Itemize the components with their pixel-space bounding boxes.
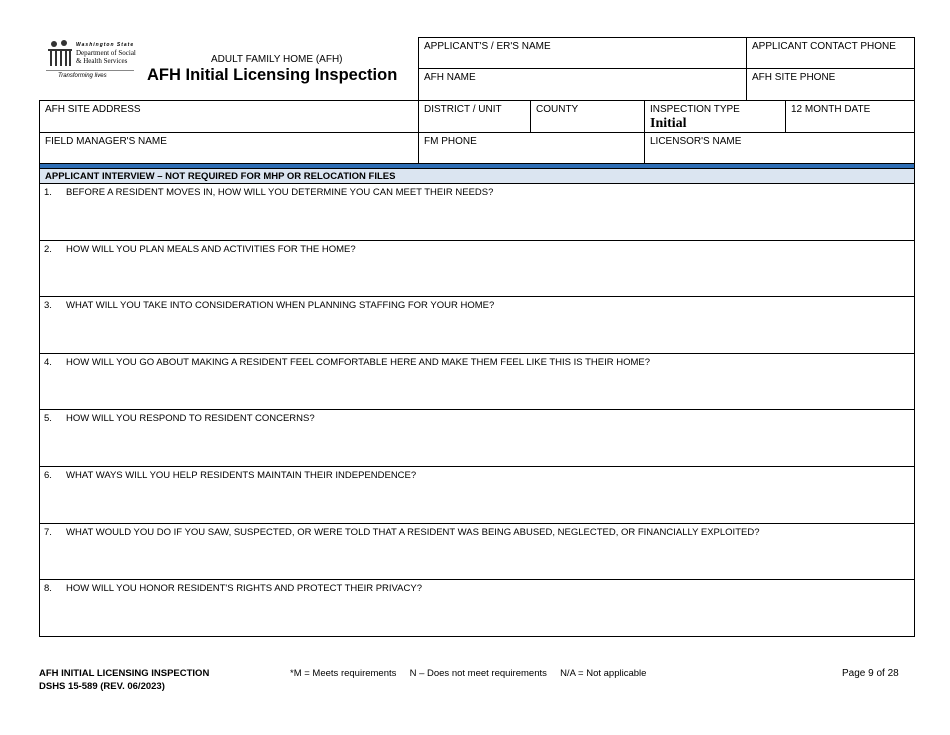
question-text: WHAT WILL YOU TAKE INTO CONSIDERATION WHEN PLANNING STAFFING FOR YOUR HOME? <box>66 300 495 312</box>
question-number: 5. <box>44 413 52 425</box>
logo-org-1: Department of Social <box>76 49 136 57</box>
question-row[interactable] <box>39 240 915 298</box>
question-row[interactable] <box>39 409 915 467</box>
question-row[interactable] <box>39 183 915 241</box>
licensor-name-field[interactable]: LICENSOR'S NAME <box>644 132 915 164</box>
question-number: 8. <box>44 583 52 595</box>
section-title: APPLICANT INTERVIEW – NOT REQUIRED FOR MHP OR RELOCATION FILES <box>45 171 396 182</box>
afh-site-address-field[interactable]: AFH SITE ADDRESS <box>39 100 419 133</box>
question-text: HOW WILL YOU HONOR RESIDENT'S RIGHTS AND PROTECT THEIR PRIVACY? <box>66 583 423 595</box>
field-manager-name-field[interactable]: FIELD MANAGER'S NAME <box>39 132 419 164</box>
fm-phone-field[interactable]: FM PHONE <box>418 132 645 164</box>
question-number: 6. <box>44 470 52 481</box>
logo-org-2: & Health Services <box>76 57 128 65</box>
question-text: HOW WILL YOU GO ABOUT MAKING A RESIDENT FEEL COMFORTABLE HERE AND MAKE THEM FEEL LIKE THIS IS THEIR HOME? <box>66 356 651 368</box>
afh-site-phone-field[interactable]: AFH SITE PHONE <box>746 68 915 101</box>
logo-state: Washington State <box>76 42 135 48</box>
footer-form-number: DSHS 15-589 (REV. 06/2023) <box>39 681 165 692</box>
section-header <box>39 168 915 184</box>
question-text: HOW WILL YOU RESPOND TO RESIDENT CONCERNS? <box>66 413 315 425</box>
page-number: Page 9 of 28 <box>842 668 899 679</box>
question-number: 3. <box>44 300 52 312</box>
twelve-month-date-field[interactable]: 12 MONTH DATE <box>785 100 915 133</box>
footer-legend: *M = Meets requirements N – Does not meet requirements N/A = Not applicable <box>290 668 647 679</box>
inspection-type-value: Initial <box>650 116 687 131</box>
question-row[interactable] <box>39 579 915 637</box>
question-text: BEFORE A RESIDENT MOVES IN, HOW WILL YOU DETERMINE YOU CAN MEET THEIR NEEDS? <box>66 187 494 198</box>
family-logo-icon <box>46 40 74 68</box>
footer-form-title: AFH INITIAL LICENSING INSPECTION <box>39 668 210 679</box>
question-row[interactable] <box>39 523 915 581</box>
question-number: 4. <box>44 356 52 368</box>
district-unit-field[interactable]: DISTRICT / UNIT <box>418 100 531 133</box>
question-row[interactable] <box>39 296 915 354</box>
logo-tagline: Transforming lives <box>58 73 107 79</box>
form-subtitle: ADULT FAMILY HOME (AFH) <box>211 54 343 65</box>
question-number: 2. <box>44 243 52 255</box>
inspection-type-field[interactable]: INSPECTION TYPE Initial <box>644 100 786 133</box>
question-text: HOW WILL YOU PLAN MEALS AND ACTIVITIES FOR THE HOME? <box>66 243 356 255</box>
question-row[interactable] <box>39 353 915 411</box>
dshs-logo <box>44 40 136 86</box>
question-row[interactable] <box>39 466 915 524</box>
form-title: AFH Initial Licensing Inspection <box>147 66 398 84</box>
question-text: WHAT WAYS WILL YOU HELP RESIDENTS MAINTAIN THEIR INDEPENDENCE? <box>66 470 417 481</box>
question-number: 1. <box>44 187 52 198</box>
applicant-name-field[interactable]: APPLICANT'S / ER'S NAME <box>418 37 747 69</box>
applicant-phone-field[interactable]: APPLICANT CONTACT PHONE <box>746 37 915 69</box>
afh-name-field[interactable]: AFH NAME <box>418 68 747 101</box>
question-text: WHAT WOULD YOU DO IF YOU SAW, SUSPECTED, OR WERE TOLD THAT A RESIDENT WAS BEING ABUSED, NEGLECTED, OR FINANCIALLY EXPLOITED? <box>66 526 760 538</box>
county-field[interactable]: COUNTY <box>530 100 645 133</box>
question-number: 7. <box>44 526 52 538</box>
